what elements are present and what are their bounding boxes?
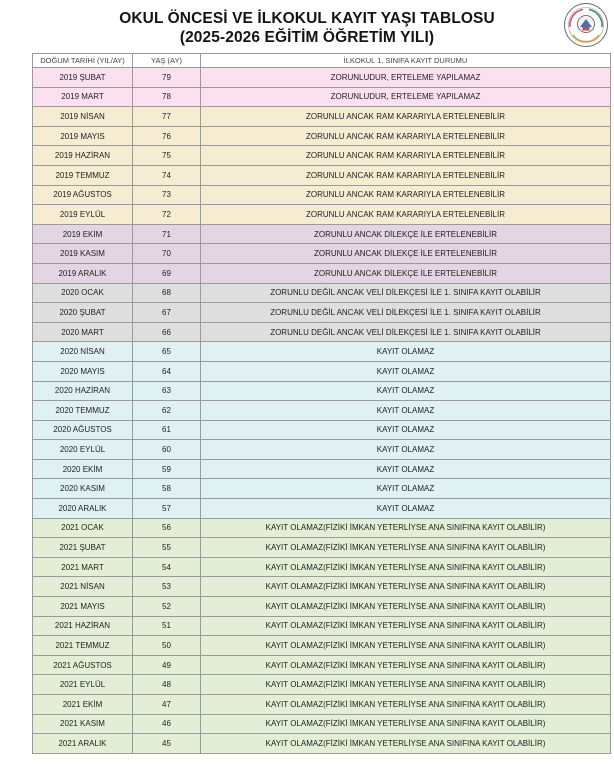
table-row bbox=[33, 459, 611, 479]
enrollment-status-cell: ZORUNLU ANCAK RAM KARARIYLA ERTELENEBİLİR bbox=[201, 107, 611, 127]
enrollment-status-cell: KAYIT OLAMAZ(FİZİKİ İMKAN YETERLİYSE ANA SINIFINA KAYIT OLABİLİR) bbox=[201, 695, 611, 715]
age-months-cell: 50 bbox=[133, 636, 201, 656]
enrollment-status-cell: KAYIT OLAMAZ bbox=[201, 499, 611, 519]
enrollment-status-cell: ZORUNLU DEĞİL ANCAK VELİ DİLEKÇESİ İLE 1. SINIFA KAYIT OLABİLİR bbox=[201, 303, 611, 323]
age-months-cell: 68 bbox=[133, 283, 201, 303]
birth-date-cell: 2021 OCAK bbox=[33, 518, 133, 538]
age-months-cell: 57 bbox=[133, 499, 201, 519]
age-months-cell: 69 bbox=[133, 263, 201, 283]
enrollment-status-cell: ZORUNLU ANCAK DİLEKÇE İLE ERTELENEBİLİR bbox=[201, 224, 611, 244]
age-months-cell: 76 bbox=[133, 126, 201, 146]
birth-date-cell: 2020 MART bbox=[33, 322, 133, 342]
birth-date-cell: 2021 AĞUSTOS bbox=[33, 655, 133, 675]
enrollment-status-cell: ZORUNLU ANCAK RAM KARARIYLA ERTELENEBİLİR bbox=[201, 205, 611, 225]
birth-date-cell: 2019 MART bbox=[33, 87, 133, 107]
enrollment-status-cell: KAYIT OLAMAZ bbox=[201, 401, 611, 421]
age-months-cell: 71 bbox=[133, 224, 201, 244]
birth-date-cell: 2019 ŞUBAT bbox=[33, 68, 133, 88]
table-row bbox=[33, 597, 611, 617]
table-row bbox=[33, 479, 611, 499]
age-months-cell: 54 bbox=[133, 557, 201, 577]
enrollment-status-cell: KAYIT OLAMAZ(FİZİKİ İMKAN YETERLİYSE ANA SINIFINA KAYIT OLABİLİR) bbox=[201, 597, 611, 617]
table-row bbox=[33, 342, 611, 362]
enrollment-status-cell: KAYIT OLAMAZ bbox=[201, 479, 611, 499]
table-row bbox=[33, 381, 611, 401]
age-months-cell: 60 bbox=[133, 440, 201, 460]
table-row bbox=[33, 303, 611, 323]
document-title: OKUL ÖNCESİ VE İLKOKUL KAYIT YAŞI TABLOSU bbox=[119, 10, 495, 27]
enrollment-status-cell: ZORUNLU ANCAK RAM KARARIYLA ERTELENEBİLİR bbox=[201, 165, 611, 185]
birth-date-cell: 2019 HAZİRAN bbox=[33, 146, 133, 166]
age-months-cell: 74 bbox=[133, 165, 201, 185]
birth-date-cell: 2020 NİSAN bbox=[33, 342, 133, 362]
birth-date-cell: 2020 EKİM bbox=[33, 459, 133, 479]
enrollment-status-cell: ZORUNLU DEĞİL ANCAK VELİ DİLEKÇESİ İLE 1. SINIFA KAYIT OLABİLİR bbox=[201, 283, 611, 303]
enrollment-status-cell: ZORUNLUDUR, ERTELEME YAPILAMAZ bbox=[201, 87, 611, 107]
table-row bbox=[33, 499, 611, 519]
birth-date-cell: 2019 NİSAN bbox=[33, 107, 133, 127]
birth-date-cell: 2021 HAZİRAN bbox=[33, 616, 133, 636]
enrollment-status-cell: KAYIT OLAMAZ bbox=[201, 342, 611, 362]
age-months-cell: 77 bbox=[133, 107, 201, 127]
birth-date-cell: 2019 EKİM bbox=[33, 224, 133, 244]
table-row bbox=[33, 87, 611, 107]
table-row bbox=[33, 616, 611, 636]
enrollment-status-cell: KAYIT OLAMAZ(FİZİKİ İMKAN YETERLİYSE ANA SINIFINA KAYIT OLABİLİR) bbox=[201, 734, 611, 754]
age-months-cell: 64 bbox=[133, 361, 201, 381]
document-subtitle: (2025-2026 EĞİTİM ÖĞRETİM YILI) bbox=[179, 29, 435, 46]
table-row bbox=[33, 107, 611, 127]
age-months-cell: 59 bbox=[133, 459, 201, 479]
table-row bbox=[33, 734, 611, 754]
table-row bbox=[33, 538, 611, 558]
age-months-cell: 52 bbox=[133, 597, 201, 617]
header-age-months: YAŞ (AY) bbox=[133, 54, 201, 68]
age-months-cell: 72 bbox=[133, 205, 201, 225]
enrollment-status-cell: KAYIT OLAMAZ(FİZİKİ İMKAN YETERLİYSE ANA SINIFINA KAYIT OLABİLİR) bbox=[201, 557, 611, 577]
age-months-cell: 62 bbox=[133, 401, 201, 421]
table-header-row bbox=[33, 54, 611, 68]
enrollment-status-cell: ZORUNLU ANCAK RAM KARARIYLA ERTELENEBİLİR bbox=[201, 126, 611, 146]
age-months-cell: 51 bbox=[133, 616, 201, 636]
birth-date-cell: 2020 EYLÜL bbox=[33, 440, 133, 460]
birth-date-cell: 2021 EYLÜL bbox=[33, 675, 133, 695]
birth-date-cell: 2020 KASIM bbox=[33, 479, 133, 499]
birth-date-cell: 2020 TEMMUZ bbox=[33, 401, 133, 421]
enrollment-status-cell: KAYIT OLAMAZ(FİZİKİ İMKAN YETERLİYSE ANA SINIFINA KAYIT OLABİLİR) bbox=[201, 538, 611, 558]
age-months-cell: 47 bbox=[133, 695, 201, 715]
age-months-cell: 46 bbox=[133, 714, 201, 734]
birth-date-cell: 2020 ŞUBAT bbox=[33, 303, 133, 323]
table-row bbox=[33, 361, 611, 381]
table-row bbox=[33, 146, 611, 166]
enrollment-status-cell: KAYIT OLAMAZ(FİZİKİ İMKAN YETERLİYSE ANA SINIFINA KAYIT OLABİLİR) bbox=[201, 518, 611, 538]
birth-date-cell: 2020 ARALIK bbox=[33, 499, 133, 519]
age-months-cell: 53 bbox=[133, 577, 201, 597]
age-months-cell: 65 bbox=[133, 342, 201, 362]
table-row bbox=[33, 205, 611, 225]
enrollment-status-cell: ZORUNLU ANCAK DİLEKÇE İLE ERTELENEBİLİR bbox=[201, 263, 611, 283]
enrollment-status-cell: ZORUNLU ANCAK DİLEKÇE İLE ERTELENEBİLİR bbox=[201, 244, 611, 264]
enrollment-status-cell: KAYIT OLAMAZ(FİZİKİ İMKAN YETERLİYSE ANA SINIFINA KAYIT OLABİLİR) bbox=[201, 655, 611, 675]
enrollment-status-cell: ZORUNLUDUR, ERTELEME YAPILAMAZ bbox=[201, 68, 611, 88]
birth-date-cell: 2019 TEMMUZ bbox=[33, 165, 133, 185]
birth-date-cell: 2021 MART bbox=[33, 557, 133, 577]
enrollment-status-cell: KAYIT OLAMAZ bbox=[201, 440, 611, 460]
age-months-cell: 55 bbox=[133, 538, 201, 558]
age-months-cell: 78 bbox=[133, 87, 201, 107]
enrollment-status-cell: ZORUNLU ANCAK RAM KARARIYLA ERTELENEBİLİR bbox=[201, 146, 611, 166]
age-months-cell: 56 bbox=[133, 518, 201, 538]
enrollment-status-cell: ZORUNLU ANCAK RAM KARARIYLA ERTELENEBİLİR bbox=[201, 185, 611, 205]
birth-date-cell: 2019 AĞUSTOS bbox=[33, 185, 133, 205]
table-row bbox=[33, 165, 611, 185]
birth-date-cell: 2020 MAYIS bbox=[33, 361, 133, 381]
birth-date-cell: 2020 OCAK bbox=[33, 283, 133, 303]
school-seal-icon bbox=[563, 2, 609, 48]
table-row bbox=[33, 557, 611, 577]
table-row bbox=[33, 518, 611, 538]
age-months-cell: 66 bbox=[133, 322, 201, 342]
age-months-cell: 79 bbox=[133, 68, 201, 88]
enrollment-status-cell: KAYIT OLAMAZ bbox=[201, 381, 611, 401]
enrollment-status-cell: KAYIT OLAMAZ bbox=[201, 459, 611, 479]
table-row bbox=[33, 244, 611, 264]
birth-date-cell: 2019 EYLÜL bbox=[33, 205, 133, 225]
enrollment-status-cell: KAYIT OLAMAZ(FİZİKİ İMKAN YETERLİYSE ANA SINIFINA KAYIT OLABİLİR) bbox=[201, 616, 611, 636]
table-row bbox=[33, 695, 611, 715]
header-enrollment-status: İLKOKUL 1. SINIFA KAYIT DURUMU bbox=[201, 54, 611, 68]
age-months-cell: 61 bbox=[133, 420, 201, 440]
table-row bbox=[33, 675, 611, 695]
birth-date-cell: 2020 AĞUSTOS bbox=[33, 420, 133, 440]
table-row bbox=[33, 577, 611, 597]
birth-date-cell: 2021 EKİM bbox=[33, 695, 133, 715]
age-months-cell: 67 bbox=[133, 303, 201, 323]
table-row bbox=[33, 68, 611, 88]
table-body bbox=[33, 68, 611, 754]
enrollment-status-cell: KAYIT OLAMAZ(FİZİKİ İMKAN YETERLİYSE ANA SINIFINA KAYIT OLABİLİR) bbox=[201, 714, 611, 734]
enrollment-status-cell: KAYIT OLAMAZ(FİZİKİ İMKAN YETERLİYSE ANA SINIFINA KAYIT OLABİLİR) bbox=[201, 675, 611, 695]
table-row bbox=[33, 401, 611, 421]
table-row bbox=[33, 185, 611, 205]
table-row bbox=[33, 440, 611, 460]
age-months-cell: 58 bbox=[133, 479, 201, 499]
age-months-cell: 63 bbox=[133, 381, 201, 401]
birth-date-cell: 2021 ŞUBAT bbox=[33, 538, 133, 558]
table-row bbox=[33, 283, 611, 303]
birth-date-cell: 2019 MAYIS bbox=[33, 126, 133, 146]
table-row bbox=[33, 714, 611, 734]
enrollment-status-cell: KAYIT OLAMAZ bbox=[201, 361, 611, 381]
table-row bbox=[33, 263, 611, 283]
birth-date-cell: 2021 ARALIK bbox=[33, 734, 133, 754]
table-row bbox=[33, 420, 611, 440]
header-birth-date: DOĞUM TARİHİ (YIL/AY) bbox=[33, 54, 133, 68]
table-row bbox=[33, 636, 611, 656]
enrollment-status-cell: KAYIT OLAMAZ(FİZİKİ İMKAN YETERLİYSE ANA SINIFINA KAYIT OLABİLİR) bbox=[201, 636, 611, 656]
table-row bbox=[33, 322, 611, 342]
table-row bbox=[33, 655, 611, 675]
age-months-cell: 70 bbox=[133, 244, 201, 264]
age-months-cell: 45 bbox=[133, 734, 201, 754]
table-row bbox=[33, 224, 611, 244]
enrollment-status-cell: ZORUNLU DEĞİL ANCAK VELİ DİLEKÇESİ İLE 1. SINIFA KAYIT OLABİLİR bbox=[201, 322, 611, 342]
enrollment-age-table bbox=[32, 53, 611, 754]
birth-date-cell: 2021 TEMMUZ bbox=[33, 636, 133, 656]
enrollment-status-cell: KAYIT OLAMAZ bbox=[201, 420, 611, 440]
age-months-cell: 48 bbox=[133, 675, 201, 695]
document-header bbox=[0, 0, 614, 52]
birth-date-cell: 2021 MAYIS bbox=[33, 597, 133, 617]
age-months-cell: 73 bbox=[133, 185, 201, 205]
age-months-cell: 49 bbox=[133, 655, 201, 675]
birth-date-cell: 2020 HAZİRAN bbox=[33, 381, 133, 401]
enrollment-status-cell: KAYIT OLAMAZ(FİZİKİ İMKAN YETERLİYSE ANA SINIFINA KAYIT OLABİLİR) bbox=[201, 577, 611, 597]
table-row bbox=[33, 126, 611, 146]
age-months-cell: 75 bbox=[133, 146, 201, 166]
birth-date-cell: 2019 KASIM bbox=[33, 244, 133, 264]
birth-date-cell: 2021 KASIM bbox=[33, 714, 133, 734]
birth-date-cell: 2021 NİSAN bbox=[33, 577, 133, 597]
birth-date-cell: 2019 ARALIK bbox=[33, 263, 133, 283]
